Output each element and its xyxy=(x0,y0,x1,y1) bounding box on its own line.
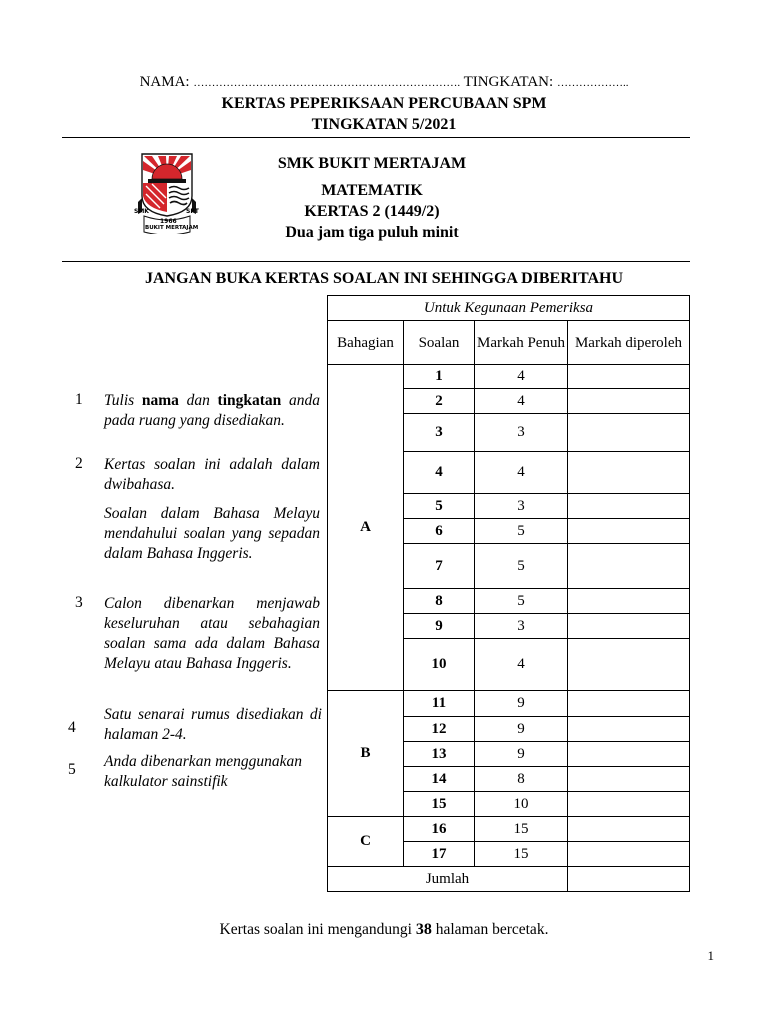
exam-duration: Dua jam tiga puluh minit xyxy=(285,224,459,241)
table-row xyxy=(328,365,690,389)
table-row xyxy=(328,817,690,842)
marks-obtained-cell[interactable] xyxy=(568,544,690,589)
section-b-label: B xyxy=(328,691,404,817)
full-mark: 4 xyxy=(475,365,568,389)
instruction-number: 4 xyxy=(68,719,76,736)
question-number: 17 xyxy=(404,842,475,867)
full-mark: 8 xyxy=(475,767,568,792)
question-number: 13 xyxy=(404,742,475,767)
section-c-label: C xyxy=(328,817,404,867)
crest-year: 1966 xyxy=(160,218,177,225)
question-number: 16 xyxy=(404,817,475,842)
marks-obtained-cell[interactable] xyxy=(568,494,690,519)
question-number: 11 xyxy=(404,691,475,717)
full-mark: 3 xyxy=(475,614,568,639)
instruction-item: Tulis nama dan tingkatan anda pada ruang yang disediakan. xyxy=(104,392,320,429)
full-mark: 9 xyxy=(475,717,568,742)
question-number: 3 xyxy=(404,414,475,452)
col-header-markah-diperoleh: Markah diperoleh xyxy=(568,321,690,365)
full-mark: 15 xyxy=(475,842,568,867)
question-number: 8 xyxy=(404,589,475,614)
full-mark: 5 xyxy=(475,544,568,589)
marks-obtained-cell[interactable] xyxy=(568,614,690,639)
tingkatan-blank[interactable]: ……………….. xyxy=(556,77,629,89)
full-mark: 10 xyxy=(475,792,568,817)
marks-obtained-cell[interactable] xyxy=(568,817,690,842)
name-class-line xyxy=(0,74,768,91)
marks-obtained-cell[interactable] xyxy=(568,452,690,494)
full-mark: 4 xyxy=(475,639,568,691)
total-row xyxy=(328,867,690,892)
instruction-item: Soalan dalam Bahasa Melayu mendahului soalan yang sepadan dalam Bahasa Inggeris. xyxy=(104,505,320,562)
paper-code: KERTAS 2 (1449/2) xyxy=(304,203,440,220)
col-header-markah-penuh: Markah Penuh xyxy=(475,321,568,365)
col-header-soalan: Soalan xyxy=(404,321,475,365)
instruction-number: 2 xyxy=(75,455,83,472)
full-mark: 9 xyxy=(475,742,568,767)
crest-text-right: SPT xyxy=(186,208,199,215)
divider-middle xyxy=(62,261,690,262)
nama-blank[interactable]: ………………………………………………………………. xyxy=(193,77,461,89)
marks-obtained-cell[interactable] xyxy=(568,717,690,742)
question-number: 15 xyxy=(404,792,475,817)
question-number: 5 xyxy=(404,494,475,519)
crest-place: BUKIT MERTAJAM xyxy=(145,225,199,231)
marks-obtained-cell[interactable] xyxy=(568,414,690,452)
school-name: SMK BUKIT MERTAJAM xyxy=(277,155,467,172)
examiner-marks-table xyxy=(327,295,690,892)
warning-notice: JANGAN BUKA KERTAS SOALAN INI SEHINGGA DIBERITAHU xyxy=(144,270,624,287)
question-number: 2 xyxy=(404,389,475,414)
question-number: 9 xyxy=(404,614,475,639)
exam-form-year: TINGKATAN 5/2021 xyxy=(311,116,457,133)
marks-obtained-cell[interactable] xyxy=(568,742,690,767)
marks-obtained-cell[interactable] xyxy=(568,589,690,614)
subject-name: MATEMATIK xyxy=(321,182,423,199)
section-a-label: A xyxy=(328,365,404,691)
instruction-number: 1 xyxy=(75,391,83,408)
table-row xyxy=(328,691,690,717)
divider-top xyxy=(62,137,690,138)
marks-obtained-cell[interactable] xyxy=(568,691,690,717)
question-number: 4 xyxy=(404,452,475,494)
question-number: 7 xyxy=(404,544,475,589)
marks-obtained-cell[interactable] xyxy=(568,365,690,389)
page-count-post: halaman bercetak. xyxy=(431,921,549,938)
marks-obtained-cell[interactable] xyxy=(568,842,690,867)
tingkatan-label: TINGKATAN: xyxy=(463,74,554,90)
table-caption: Untuk Kegunaan Pemeriksa xyxy=(328,296,690,321)
question-number: 14 xyxy=(404,767,475,792)
question-number: 12 xyxy=(404,717,475,742)
school-crest-icon xyxy=(134,152,199,234)
full-mark: 15 xyxy=(475,817,568,842)
marks-obtained-cell[interactable] xyxy=(568,519,690,544)
instruction-item: Kertas soalan ini adalah dalam dwibahasa. xyxy=(104,456,320,493)
full-mark: 3 xyxy=(475,414,568,452)
page-number: 1 xyxy=(707,948,714,963)
nama-label: NAMA: xyxy=(139,74,190,90)
full-mark: 5 xyxy=(475,519,568,544)
page-count-pre: Kertas soalan ini mengandungi xyxy=(219,921,416,938)
crest-text-left: SMK xyxy=(134,208,149,215)
question-number: 10 xyxy=(404,639,475,691)
question-number: 6 xyxy=(404,519,475,544)
marks-obtained-cell[interactable] xyxy=(568,389,690,414)
exam-title: KERTAS PEPERIKSAAN PERCUBAAN SPM xyxy=(221,95,547,112)
full-mark: 5 xyxy=(475,589,568,614)
question-number: 1 xyxy=(404,365,475,389)
full-mark: 9 xyxy=(475,691,568,717)
instruction-item: Anda dibenarkan menggunakan kalkulator sainstifik xyxy=(104,753,303,790)
total-label: Jumlah xyxy=(328,867,568,892)
marks-obtained-cell[interactable] xyxy=(568,639,690,691)
page-count-note xyxy=(0,921,768,939)
full-mark: 4 xyxy=(475,389,568,414)
full-mark: 3 xyxy=(475,494,568,519)
total-marks-cell[interactable] xyxy=(568,867,690,892)
marks-obtained-cell[interactable] xyxy=(568,792,690,817)
instruction-number: 5 xyxy=(68,761,76,778)
instruction-item: Calon dibenarkan menjawab keseluruhan atau sebahagian soalan sama ada dalam Bahasa Melayu atau Bahasa Inggeris. xyxy=(104,595,320,672)
page-count-value: 38 xyxy=(415,921,432,938)
full-mark: 4 xyxy=(475,452,568,494)
col-header-bahagian: Bahagian xyxy=(328,321,404,365)
instruction-item: Satu senarai rumus disediakan di halaman 2-4. xyxy=(104,706,322,743)
marks-obtained-cell[interactable] xyxy=(568,767,690,792)
instruction-number: 3 xyxy=(75,594,83,611)
